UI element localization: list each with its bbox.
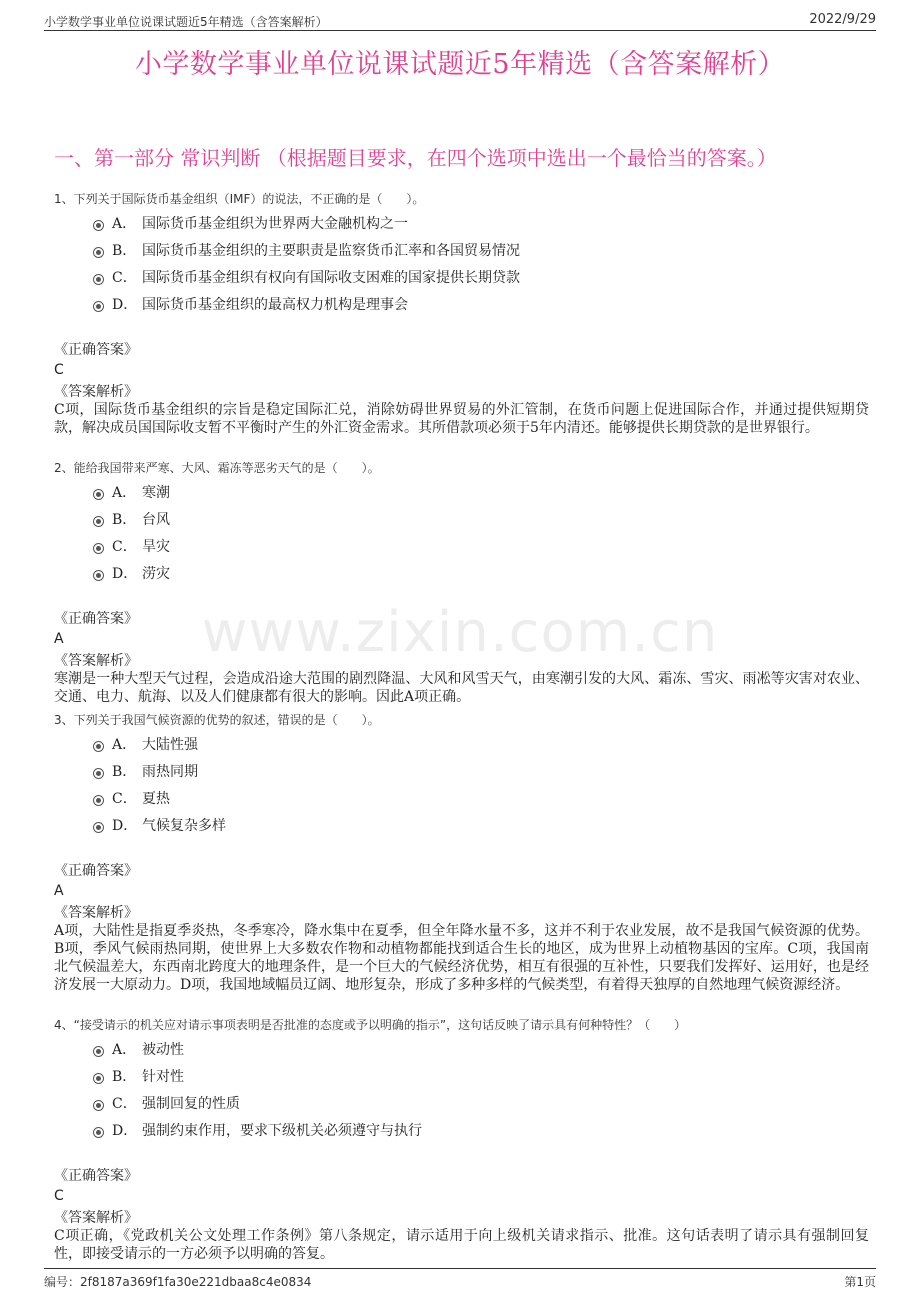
option-b[interactable] bbox=[54, 238, 869, 265]
explanation-text: 寒潮是一种大型天气过程，会造成沿途大范围的剧烈降温、大风和风雪天气，由寒潮引发的大风、霜冻、雪灾、雨凇等灾害对农业、交通、电力、航海、以及人们健康都有很大的影响。因此A项正确。 bbox=[54, 671, 869, 705]
explanation-label: 《答案解析》 bbox=[54, 905, 138, 921]
options-list bbox=[54, 211, 869, 319]
option-text: 雨热同期 bbox=[142, 764, 198, 780]
option-d[interactable] bbox=[54, 813, 869, 840]
correct-answer: A bbox=[54, 883, 64, 899]
answer-block bbox=[54, 862, 869, 994]
answer-label: 《正确答案》 bbox=[54, 1168, 138, 1184]
option-text: 强制回复的性质 bbox=[142, 1096, 240, 1112]
option-letter: C． bbox=[112, 270, 137, 286]
options-list bbox=[54, 1037, 869, 1145]
radio-icon[interactable] bbox=[93, 822, 104, 833]
option-letter: D． bbox=[112, 566, 138, 582]
explanation-text: C项正确，《党政机关公文处理工作条例》第八条规定，请示适用于向上级机关请求指示、批准。这句话表明了请示具有强制回复性，即接受请示的一方必须予以明确的答复。 bbox=[54, 1228, 869, 1262]
option-letter: B． bbox=[112, 764, 137, 780]
answer-block bbox=[54, 1167, 869, 1263]
option-text: 国际货币基金组织的最高权力机构是理事会 bbox=[142, 297, 408, 313]
explanation-label: 《答案解析》 bbox=[54, 1210, 138, 1226]
option-text: 旱灾 bbox=[142, 539, 170, 555]
option-c[interactable] bbox=[54, 1091, 869, 1118]
option-text: 寒潮 bbox=[142, 485, 170, 501]
question-3 bbox=[54, 711, 869, 994]
option-letter: D． bbox=[112, 818, 138, 834]
option-a[interactable] bbox=[54, 480, 869, 507]
option-letter: C． bbox=[112, 791, 137, 807]
radio-icon[interactable] bbox=[93, 220, 104, 231]
watermark-text: www.zixin.com.cn bbox=[201, 600, 719, 665]
option-letter: C． bbox=[112, 1096, 137, 1112]
option-text: 台风 bbox=[142, 512, 170, 528]
option-letter: B． bbox=[112, 243, 137, 259]
radio-icon[interactable] bbox=[93, 247, 104, 258]
answer-label: 《正确答案》 bbox=[54, 611, 138, 627]
option-b[interactable] bbox=[54, 759, 869, 786]
correct-answer: C bbox=[54, 362, 64, 378]
explanation-text: A项，大陆性是指夏季炎热，冬季寒冷，降水集中在夏季，但全年降水量不多，这并不利于农业发展，故不是我国气候资源的优势。B项，季风气候雨热同期，使世界上大多数农作物和动植物都能找到适合生长的地区，成为世界上动植物基因的宝库。C项，我国南北气候温差大，东西南北跨度大的地理条件，是一个巨大的气候经济优势，相互有很强的互补性，只要我们发挥好、运用好，也是经济发展一大原动力。D项，我国地域幅员辽阔、地形复杂，形成了多种多样的气候类型，有着得天独厚的自然地理气候资源经济。 bbox=[54, 923, 869, 993]
radio-icon[interactable] bbox=[93, 570, 104, 581]
answer-block bbox=[54, 341, 869, 437]
radio-icon[interactable] bbox=[93, 274, 104, 285]
option-text: 国际货币基金组织有权向有国际收支困难的国家提供长期贷款 bbox=[142, 270, 520, 286]
explanation-text: C项，国际货币基金组织的宗旨是稳定国际汇兑，消除妨碍世界贸易的外汇管制，在货币问题上促进国际合作，并通过提供短期贷款，解决成员国国际收支暂不平衡时产生的外汇资金需求。其所借款项必须于5年内清还。能够提供长期贷款的是世界银行。 bbox=[54, 402, 869, 436]
option-d[interactable] bbox=[54, 1118, 869, 1145]
option-letter: C． bbox=[112, 539, 137, 555]
option-text: 被动性 bbox=[142, 1042, 184, 1058]
option-letter: A． bbox=[112, 737, 137, 753]
question-stem: 1、下列关于国际货币基金组织（IMF）的说法，不正确的是（ ）。 bbox=[54, 192, 425, 206]
radio-icon[interactable] bbox=[93, 1046, 104, 1057]
option-text: 夏热 bbox=[142, 791, 170, 807]
page-number: 第1页 bbox=[844, 1275, 876, 1289]
question-stem: 2、能给我国带来严寒、大风、霜冻等恶劣天气的是（ ）。 bbox=[54, 461, 380, 475]
page-footer bbox=[44, 1268, 876, 1290]
option-a[interactable] bbox=[54, 211, 869, 238]
correct-answer: C bbox=[54, 1188, 64, 1204]
option-a[interactable] bbox=[54, 732, 869, 759]
question-stem: 4、“接受请示的机关应对请示事项表明是否批准的态度或予以明确的指示”，这句话反映了请示具有何种特性？（ ） bbox=[54, 1018, 687, 1032]
option-letter: B． bbox=[112, 512, 137, 528]
radio-icon[interactable] bbox=[93, 768, 104, 779]
answer-block bbox=[54, 610, 869, 706]
option-text: 气候复杂多样 bbox=[142, 818, 226, 834]
option-text: 国际货币基金组织为世界两大金融机构之一 bbox=[142, 216, 408, 232]
option-letter: A． bbox=[112, 216, 137, 232]
page-header bbox=[44, 10, 876, 31]
section-title: 一、第一部分 常识判断 （根据题目要求，在四个选项中选出一个最恰当的答案。） bbox=[54, 146, 777, 170]
option-d[interactable] bbox=[54, 561, 869, 588]
explanation-label: 《答案解析》 bbox=[54, 653, 138, 669]
option-letter: D． bbox=[112, 1123, 138, 1139]
radio-icon[interactable] bbox=[93, 741, 104, 752]
radio-icon[interactable] bbox=[93, 489, 104, 500]
option-c[interactable] bbox=[54, 786, 869, 813]
explanation-label: 《答案解析》 bbox=[54, 384, 138, 400]
option-text: 国际货币基金组织的主要职责是监察货币汇率和各国贸易情况 bbox=[142, 243, 520, 259]
options-list bbox=[54, 480, 869, 588]
question-1 bbox=[54, 190, 869, 437]
option-d[interactable] bbox=[54, 292, 869, 319]
radio-icon[interactable] bbox=[93, 301, 104, 312]
document-code: 编号：2f8187a369f1fa30e221dbaa8c4e0834 bbox=[44, 1275, 312, 1289]
option-text: 针对性 bbox=[142, 1069, 184, 1085]
radio-icon[interactable] bbox=[93, 516, 104, 527]
option-b[interactable] bbox=[54, 507, 869, 534]
option-a[interactable] bbox=[54, 1037, 869, 1064]
option-c[interactable] bbox=[54, 265, 869, 292]
header-doc-title: 小学数学事业单位说课试题近5年精选（含答案解析） bbox=[44, 15, 328, 29]
question-4 bbox=[54, 1016, 869, 1263]
option-text: 大陆性强 bbox=[142, 737, 198, 753]
question-stem: 3、下列关于我国气候资源的优势的叙述，错误的是（ ）。 bbox=[54, 713, 380, 727]
question-2 bbox=[54, 459, 869, 706]
option-text: 涝灾 bbox=[142, 566, 170, 582]
option-letter: D． bbox=[112, 297, 138, 313]
radio-icon[interactable] bbox=[93, 1127, 104, 1138]
correct-answer: A bbox=[54, 631, 64, 647]
radio-icon[interactable] bbox=[93, 543, 104, 554]
option-letter: A． bbox=[112, 485, 137, 501]
options-list bbox=[54, 732, 869, 840]
option-b[interactable] bbox=[54, 1064, 869, 1091]
option-letter: A． bbox=[112, 1042, 137, 1058]
option-c[interactable] bbox=[54, 534, 869, 561]
option-text: 强制约束作用，要求下级机关必须遵守与执行 bbox=[142, 1123, 422, 1139]
radio-icon[interactable] bbox=[93, 1100, 104, 1111]
radio-icon[interactable] bbox=[93, 1073, 104, 1084]
option-letter: B． bbox=[112, 1069, 137, 1085]
main-title: 小学数学事业单位说课试题近5年精选（含答案解析） bbox=[134, 49, 786, 80]
header-date: 2022/9/29 bbox=[809, 12, 876, 27]
radio-icon[interactable] bbox=[93, 795, 104, 806]
answer-label: 《正确答案》 bbox=[54, 342, 138, 358]
answer-label: 《正确答案》 bbox=[54, 863, 138, 879]
